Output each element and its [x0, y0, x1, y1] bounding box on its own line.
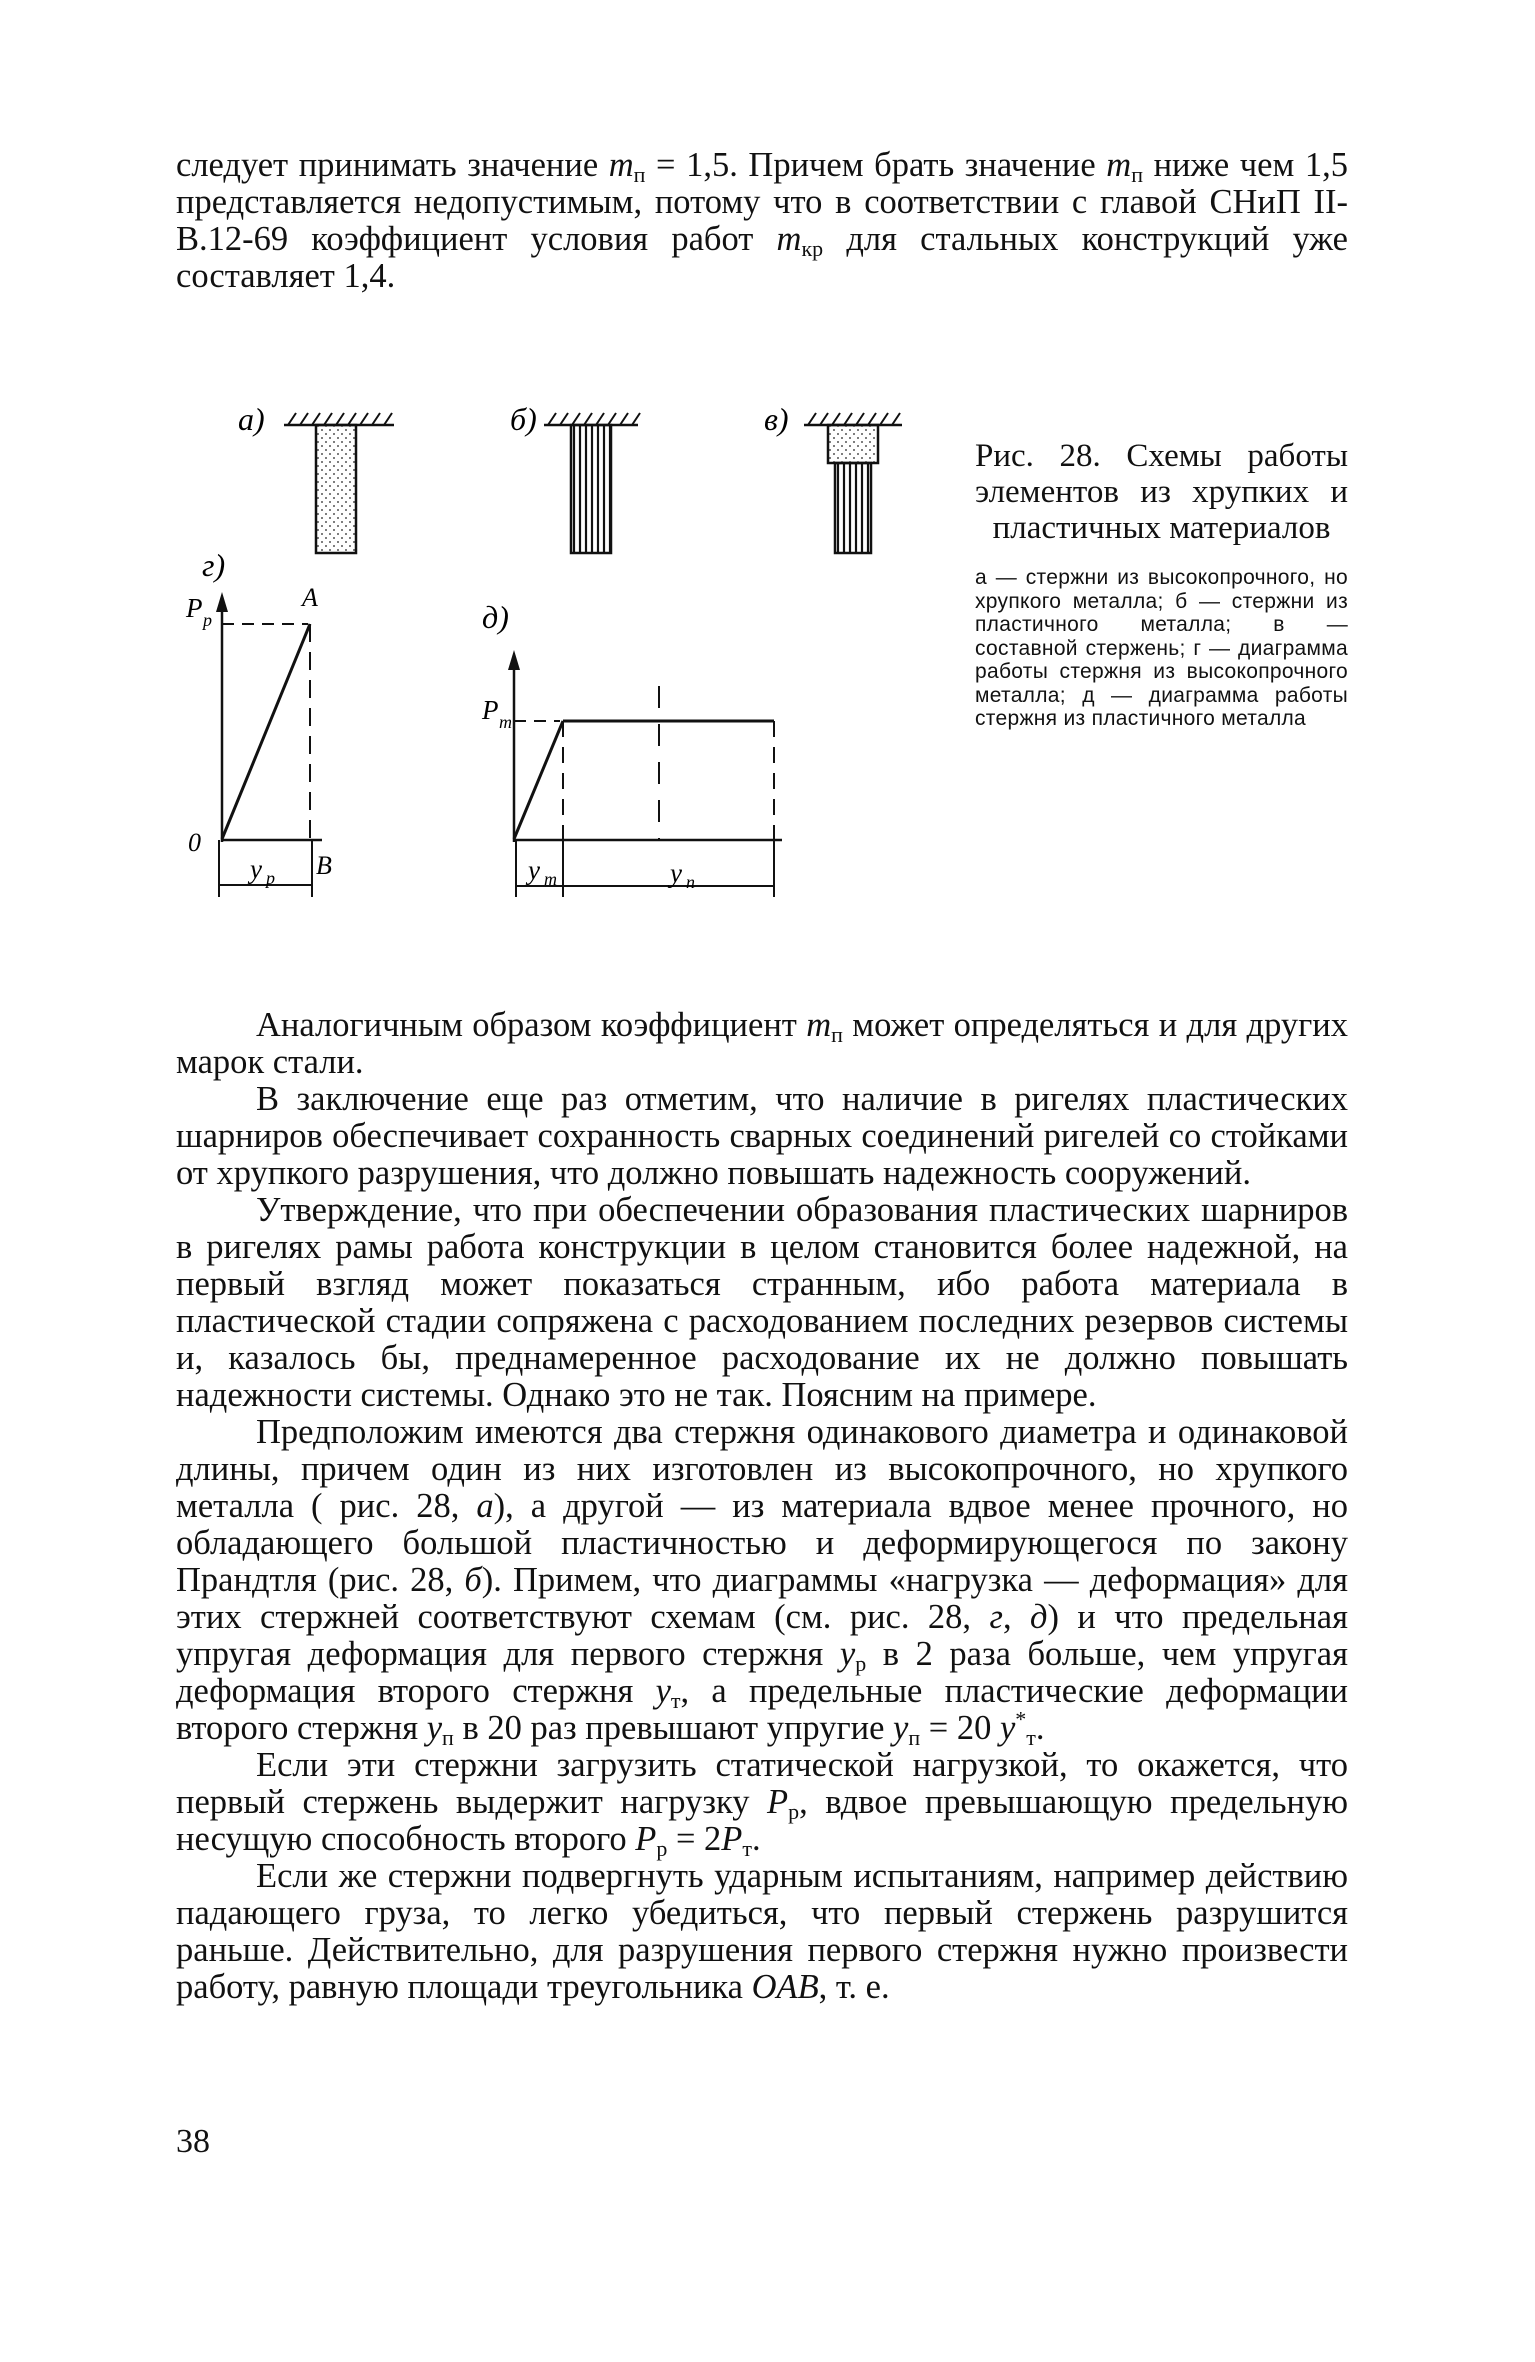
- label-v: в): [764, 401, 789, 437]
- svg-text:P: P: [186, 593, 203, 623]
- svg-text:п: п: [686, 872, 695, 892]
- main-text: [176, 1007, 1348, 2006]
- page-number: 38: [176, 2123, 210, 2160]
- svg-text:y: y: [670, 858, 682, 888]
- rod-a: [238, 401, 394, 553]
- svg-text:т: т: [544, 869, 557, 889]
- point-O: 0: [188, 828, 201, 857]
- rod-v: [764, 401, 902, 553]
- label-a: а): [238, 401, 265, 437]
- intro-text-2: ниже чем 1,5 представляется недопустимым, потому что в соответствии с главой СНиП II-В.12-69 коэффициент условия работ: [176, 146, 1348, 258]
- paragraph-1: Аналогичным образом коэффициент $m_п$ может определяться и для других марок стали.: [176, 1006, 1349, 1081]
- label-d: д): [482, 599, 509, 635]
- diagram-d: [481, 599, 782, 897]
- paragraph-6: Если же стержни подвергнуть ударным испытаниям, например действию падающего груза, то легко убедиться, что первый стержень разрушится раньше. Действительно, для разрушения первого стержня нужно произвести работу, равную площади треугольника OAB, т. е.: [176, 1857, 1348, 2006]
- label-g: г): [202, 547, 226, 583]
- intro-text-1: следует принимать значение: [176, 146, 609, 184]
- figure-28: [176, 380, 946, 920]
- svg-text:p: p: [203, 610, 212, 630]
- intro-text-3: для стальных конструкций уже составляет 1,4.: [176, 220, 1348, 295]
- paragraph-4: Предположим имеются два стержня одинакового диаметра и одинаковой длины, причем один из них изготовлен из высокопрочного, но хрупкого металла ( рис. 28, а), а другой — из материала вдвое менее прочного, но обладающего большой пластичностью и деформирующегося по закону Прандтля (рис. 28, б). Примем, что диаграммы «нагрузка — деформация» для этих стержней соответствуют схемам (см. рис. 28, г, д) и что предельная упругая деформация для первого стержня $y_p$ в 2 раза больше, чем упругая деформация второго стержня $y_т$, а предельные пластические деформации второго стержня $y_п$ в 20 раз превышают упругие $y_п = 20$ $y^*_т$.: [176, 1413, 1348, 1750]
- paragraph-3: Утверждение, что при обеспечении образования пластических шарниров в ригелях рамы работа конструкции в целом становится более надежной, на первый взгляд может показаться странным, ибо работа материала в пластической стадии сопряжена с расходованием последних резервов системы и, казалось бы, преднамеренное расходование их не должно повышать надежности системы. Однако это не так. Поясним на примере.: [176, 1191, 1348, 1414]
- label-b: б): [510, 401, 537, 437]
- caption-legend: а — стержни из высокопрочного, но хрупкого металла; б — стержни из пластичного металла; в — составной стержень; г — диаграмма работы стержня из высокопрочного металла; д — диаграмма работы стержня из пластичного металла: [975, 566, 1348, 730]
- paragraph-2: В заключение еще раз отметим, что наличие в ригелях пластических шарниров обеспечивает сохранность сварных соединений ригелей со стойками от хрупкого разрушения, что должно повышать надежность сооружений.: [176, 1080, 1348, 1192]
- point-A: A: [302, 583, 318, 612]
- rod-b: [510, 401, 640, 553]
- intro-paragraph: следует принимать значение $m_п = 1,5$. Причем брать значение $m_п$ ниже чем 1,5 представляется недопустимым, потому что в соответствии с главой СНиП II-В.12-69 коэффициент условия работ $m_{кр}$ для стальных конструкций уже составляет 1,4.: [176, 146, 1348, 295]
- svg-text:y: y: [528, 855, 540, 885]
- svg-text:y: y: [250, 854, 262, 884]
- paragraph-5: Если эти стержни загрузить статической нагрузкой, то окажется, что первый стержень выдержит нагрузку $P_p$, вдвое превышающую предельную несущую способность второго $P_p = 2P_т$.: [176, 1746, 1348, 1861]
- point-B: B: [316, 851, 332, 880]
- figure-caption: [975, 438, 1348, 731]
- svg-text:p: p: [266, 868, 275, 888]
- svg-text:т: т: [499, 712, 512, 732]
- diagram-g: [185, 547, 332, 897]
- svg-text:P: P: [482, 695, 499, 725]
- caption-title: Рис. 28. Схемы работы элементов из хрупких и пластичных материалов: [975, 438, 1348, 546]
